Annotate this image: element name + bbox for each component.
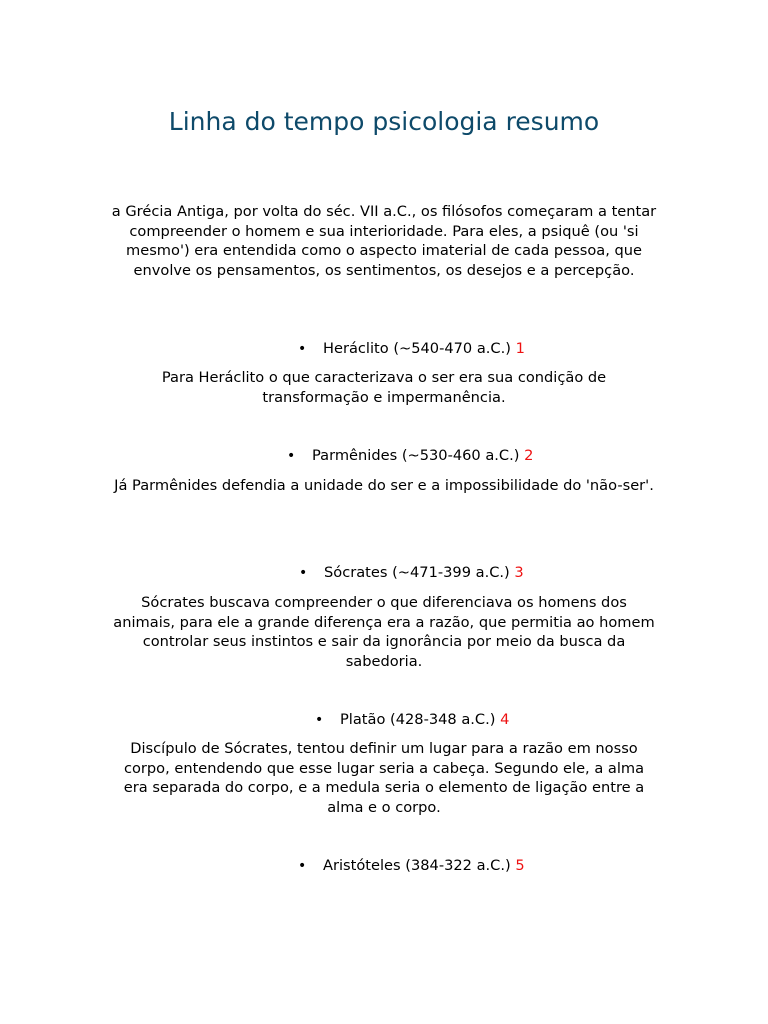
section-body: Discípulo de Sócrates, tentou definir um lugar para a razão em nosso corpo, entendendo que esse lugar seria a cabeça. Segundo ele, a alma era separada do corpo, e a medula seria o elemento de ligação entre a alma e o corpo. bbox=[123, 740, 645, 816]
bullet-icon: • bbox=[298, 341, 307, 357]
footnote-number: 5 bbox=[515, 857, 525, 874]
bullet-icon: • bbox=[299, 565, 308, 581]
section-heading: Platão (428-348 a.C.) bbox=[340, 711, 496, 728]
section-body: Para Heráclito o que caracterizava o ser era sua condição de transformação e impermanência. bbox=[161, 369, 607, 406]
footnote-number: 3 bbox=[514, 564, 524, 581]
section-body: Sócrates buscava compreender o que diferenciava os homens dos animais, para ele a grande diferença era a razão, que permitia ao homem controlar seus instintos e sair da ignorância por meio da busca da sabedoria. bbox=[113, 594, 655, 670]
section-heading: Aristóteles (384-322 a.C.) bbox=[323, 857, 511, 874]
footnote-number: 4 bbox=[500, 711, 510, 728]
section-heading: Heráclito (~540-470 a.C.) bbox=[323, 340, 511, 357]
section-heading: Parmênides (~530-460 a.C.) bbox=[312, 447, 520, 464]
bullet-icon: • bbox=[298, 858, 307, 874]
intro-paragraph: a Grécia Antiga, por volta do séc. VII a.C., os filósofos começaram a tentar compreender o homem e sua interioridade. Para eles, a psiquê (ou 'si mesmo') era entendida como o aspecto imaterial de cada pessoa, que envolve os pensamentos, os sentimentos, os desejos e a percepção. bbox=[111, 203, 657, 279]
document-title: Linha do tempo psicologia resumo bbox=[168, 107, 600, 136]
footnote-number: 2 bbox=[524, 447, 534, 464]
bullet-icon: • bbox=[315, 712, 324, 728]
footnote-number: 1 bbox=[515, 340, 525, 357]
section-heading: Sócrates (~471-399 a.C.) bbox=[324, 564, 510, 581]
bullet-icon: • bbox=[287, 448, 296, 464]
section-body: Já Parmênides defendia a unidade do ser e a impossibilidade do 'não-ser'. bbox=[114, 477, 654, 494]
